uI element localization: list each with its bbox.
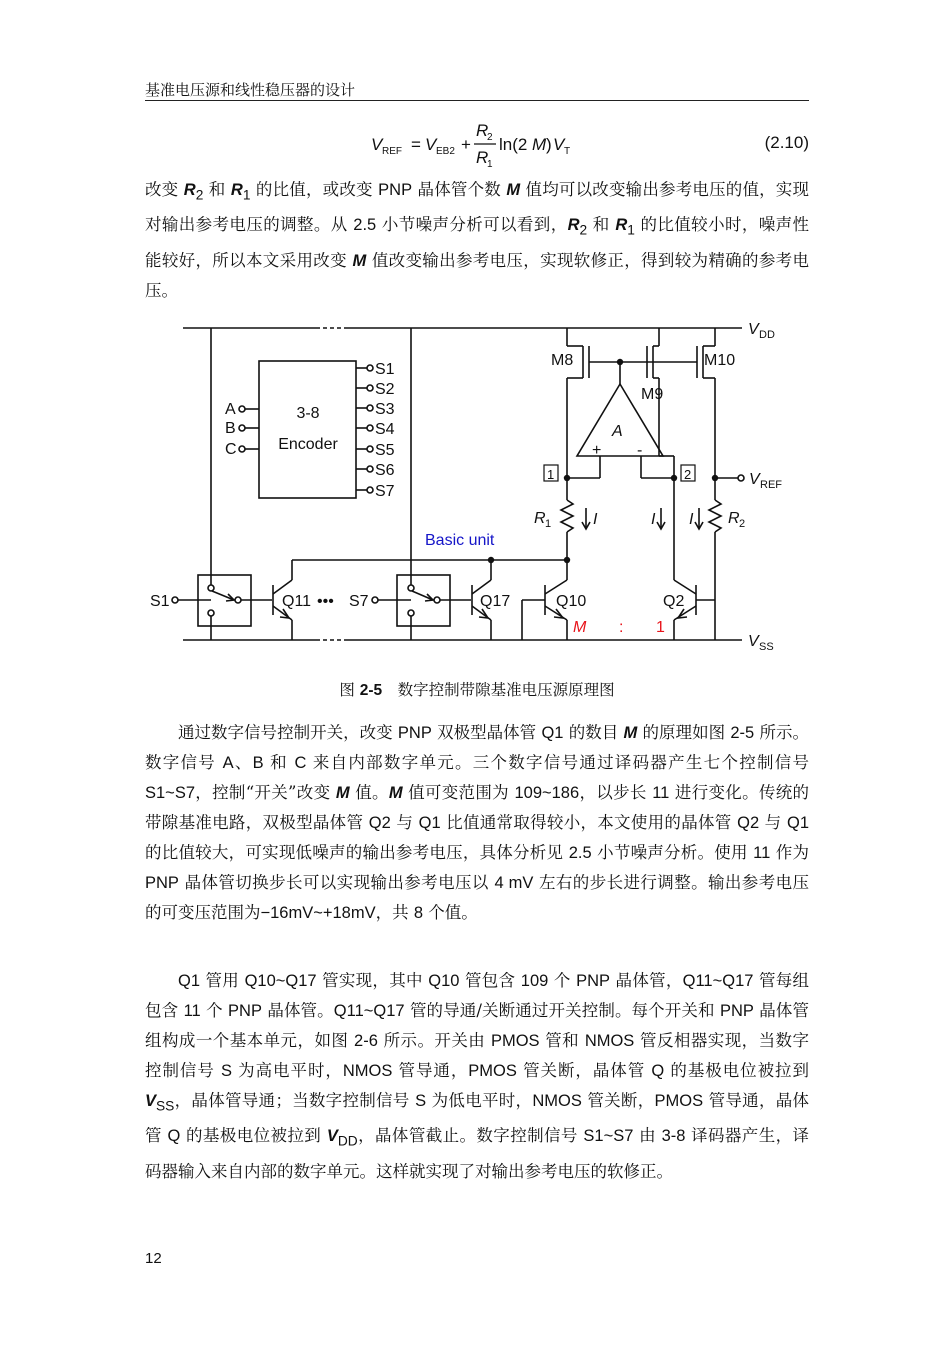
current-label-1: I bbox=[593, 511, 598, 528]
output-s6-label: S6 bbox=[375, 462, 395, 479]
encoder-label-2: Encoder bbox=[278, 436, 338, 453]
page-number: 12 bbox=[145, 1250, 162, 1267]
q2-label: Q2 bbox=[663, 593, 685, 610]
m8-label: M8 bbox=[551, 352, 574, 369]
node-1-label: 1 bbox=[547, 467, 555, 482]
output-s5-label: S5 bbox=[375, 442, 395, 459]
output-s7-label: S7 bbox=[375, 483, 395, 500]
eq-vt-sub: T bbox=[564, 146, 571, 157]
m10-label: M10 bbox=[704, 352, 736, 369]
q10-label: Q10 bbox=[556, 593, 587, 610]
switch-1-control-pin bbox=[172, 597, 178, 603]
eq-vref-sub: REF bbox=[382, 146, 402, 157]
eq-close: ) bbox=[546, 135, 552, 154]
eq-veb-sub: EB2 bbox=[436, 146, 455, 157]
current-label-3: I bbox=[689, 511, 694, 528]
input-a-pin bbox=[239, 406, 245, 412]
eq-numerator: R bbox=[476, 121, 489, 140]
header-title: 基准电压源和线性稳压器的设计 bbox=[145, 81, 356, 99]
node-2-label: 2 bbox=[684, 467, 692, 482]
vref-label: V bbox=[749, 471, 760, 488]
vdd-label-sub: DD bbox=[759, 329, 775, 341]
s7-control-label: S7 bbox=[349, 593, 369, 610]
m9-label: M9 bbox=[641, 386, 664, 403]
figure-caption: 图 2-5 数字控制带隙基准电压源原理图 bbox=[339, 681, 615, 699]
paragraph-1: 改变 $R_2$ 和 $R_1$ 的比值，或改变 PNP 晶体管个数 M 值均可以改变输出参考电压的值，实现对输出参考电压的调整。从 2.5 小节噪声分析可以看到，$R_2$ 和 $R_1$ 的比值较小时，噪声性能较好，所以本文采用改变 M 值改变输出参考电压，实现软修正，得到较为精确的参考电压。 bbox=[145, 180, 809, 300]
ellipsis-label: ••• bbox=[317, 593, 334, 610]
paragraph-2: 通过数字信号控制开关，改变 PNP 双极型晶体管 Q1 的数目 M 的原理如图 2-5 所示。数字信号 A、B 和 C 来自内部数字单元。三个数字信号通过译码器产生七个控制信号 S1~S7，控制“开关”改变 M 值。M 值可变范围为 109~186，以步长 11 进行变化。传统的带隙基准电路，双极型晶体管 Q2 与 Q1 比值通常取得较小，本文使用的晶体管 Q2 与 Q1 的比值较大，可实现低噪声的输出参考电压，具体分析见 2.5 小节噪声分析。使用 11 作为 PNP 晶体管切换步长可以实现输出参考电压以 4 mV 左右的步长进行调整。输出参考电压的可变压范围为−16mV~+18mV，共 8 个值。 bbox=[145, 723, 810, 922]
output-s4-label: S4 bbox=[375, 421, 395, 438]
r1-label: R bbox=[534, 510, 546, 527]
output-s1-label: S1 bbox=[375, 361, 395, 378]
eq-equals: = bbox=[411, 135, 421, 154]
basic-unit-label: Basic unit bbox=[425, 532, 495, 549]
encoder-label-1: 3-8 bbox=[296, 405, 320, 422]
eq-ln: ln(2 bbox=[499, 135, 528, 154]
vref-label-sub: REF bbox=[760, 479, 782, 491]
output-s3-label: S3 bbox=[375, 401, 395, 418]
r2-label-sub: 2 bbox=[739, 518, 746, 530]
encoder-box bbox=[259, 361, 356, 498]
eq-vt: V bbox=[553, 135, 565, 154]
ratio-m-label: M bbox=[573, 619, 587, 636]
vss-label: V bbox=[748, 633, 759, 650]
q17-label: Q17 bbox=[480, 593, 511, 610]
s1-control-label: S1 bbox=[150, 593, 170, 610]
vref-pin bbox=[738, 475, 744, 481]
r1-label-sub: 1 bbox=[545, 518, 552, 530]
switch-7-control-pin bbox=[372, 597, 378, 603]
eq-denominator-sub: 1 bbox=[487, 159, 493, 170]
eq-veb: V bbox=[425, 135, 437, 154]
vdd-label: V bbox=[748, 321, 759, 338]
input-b-label: B bbox=[225, 420, 236, 437]
q11-label: Q11 bbox=[282, 593, 312, 610]
eq-vref: V bbox=[371, 135, 383, 154]
amp-plus-label: + bbox=[592, 442, 602, 459]
ratio-1-label: 1 bbox=[656, 619, 665, 636]
eq-plus: + bbox=[461, 135, 471, 154]
amp-minus-label: - bbox=[637, 442, 643, 459]
input-c-pin bbox=[239, 446, 245, 452]
ratio-colon-label: : bbox=[619, 619, 624, 636]
input-a-label: A bbox=[225, 401, 236, 418]
amp-label: A bbox=[612, 423, 623, 440]
paragraph-3: Q1 管用 Q10~Q17 管实现，其中 Q10 管包含 109 个 PNP 晶体管，Q11~Q17 管每组包含 11 个 PNP 晶体管。Q11~Q17 管的导通/关断通过开关控制。每个开关和 PNP 晶体管组构成一个基本单元，如图 2-6 所示。开关由 PMOS 管和 NMOS 管反相器实现，当数字控制信号 S 为高电平时，NMOS 管导通，PMOS 管关断，晶体管 Q 的基极电位被拉到 $V_{SS}$，晶体管导通；当数字控制信号 S 为低电平时，NMOS 管关断，PMOS 管导通，晶体管 Q 的基极电位被拉到 $V_{DD}$，晶体管截止。数字控制信号 S1~S7 由 3-8 译码器产生，译码器输入来自内部的数字单元。这样就实现了对输出参考电压的软修正。 bbox=[145, 971, 810, 1181]
eq-denominator: R bbox=[476, 148, 489, 167]
r2-label: R bbox=[728, 510, 740, 527]
input-c-label: C bbox=[225, 441, 237, 458]
eq-numerator-sub: 2 bbox=[487, 132, 493, 143]
input-b-pin bbox=[239, 425, 245, 431]
r1-resistor bbox=[561, 500, 573, 532]
equation-number: (2.10) bbox=[764, 133, 809, 152]
eq-m: M bbox=[532, 135, 547, 154]
r2-resistor bbox=[709, 500, 721, 532]
output-s2-label: S2 bbox=[375, 381, 395, 398]
vss-label-sub: SS bbox=[759, 641, 774, 653]
current-label-2: I bbox=[651, 511, 656, 528]
